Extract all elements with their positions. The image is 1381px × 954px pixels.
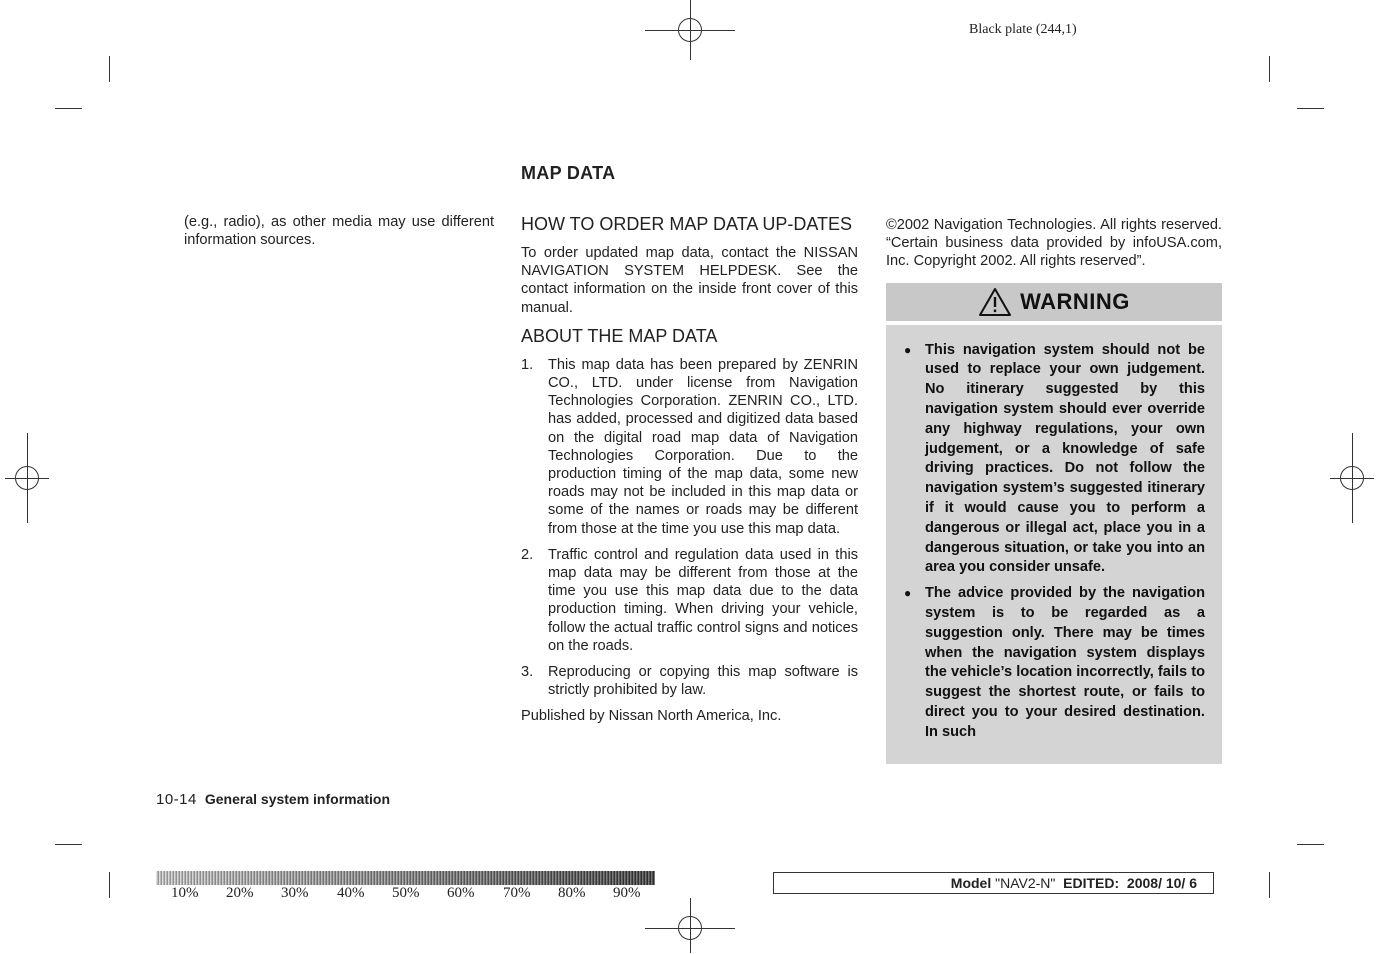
crop-mark (109, 56, 110, 82)
gradient-label: 80% (558, 885, 586, 901)
list-number: 3. (521, 664, 534, 681)
list-item (521, 663, 858, 699)
registration-mark-left (5, 433, 49, 523)
column-right (886, 216, 1222, 764)
warning-body (886, 325, 1222, 764)
list-text: Traffic control and regulation data used in this map data may be different from those at the time you use this map data due to the data production timing. When driving your vehicle, follow the actual traffic control signs and notices on the roads. (548, 546, 858, 654)
gradient-label: 50% (392, 885, 420, 901)
heading-about-map-data: ABOUT THE MAP DATA (521, 325, 718, 346)
gradient-label: 40% (337, 885, 365, 901)
warning-triangle-icon (978, 287, 1012, 317)
gradient-label: 90% (613, 885, 641, 901)
warning-list (903, 341, 1205, 743)
list-item (521, 546, 858, 655)
footer-section-title: General system information (204, 791, 391, 807)
gradient-label: 20% (226, 885, 254, 901)
registration-mark-top (645, 12, 735, 48)
warning-text: This navigation system should not be used to replace your own judgement. No itinerary suggested by this navigation system should ever override any highway regulations, your own judgement, or a knowledge of safe driving practices. Do not follow the navigation system’s suggested itinerary if it would cause you to perform a dangerous or illegal act, place you in a dangerous situation, or take you into an area you consider unsafe. (925, 341, 1205, 576)
numbered-list (521, 356, 858, 700)
gradient-label: 10% (171, 885, 199, 901)
column-left (184, 213, 494, 249)
gradient-label: 30% (281, 885, 309, 901)
crop-mark (55, 108, 82, 109)
list-number: 1. (521, 356, 534, 373)
registration-mark-right (1330, 433, 1374, 523)
page-footer (156, 791, 390, 808)
model-name: "NAV2-N" (995, 875, 1056, 891)
bullet-icon: ● (904, 342, 912, 357)
crop-mark (55, 844, 82, 845)
bullet-icon: ● (904, 586, 912, 601)
warning-item (903, 341, 1205, 579)
crop-mark (109, 872, 110, 898)
list-text: Reproducing or copying this map software is strictly prohibited by law. (548, 664, 858, 699)
warning-header (886, 283, 1222, 321)
column-middle (521, 214, 858, 726)
gradient-label: 70% (503, 885, 531, 901)
list-number: 2. (521, 546, 534, 563)
crop-mark (1297, 844, 1324, 845)
list-item (521, 356, 858, 538)
paragraph-order-info: To order updated map data, contact the NISSAN NAVIGATION SYSTEM HELPDESK. See the contact information on the inside front cover of this manual. (521, 245, 858, 316)
page-number: 10-14 (156, 791, 197, 808)
crop-mark (1297, 108, 1324, 109)
gradient-label: 60% (447, 885, 475, 901)
crop-mark (1269, 872, 1270, 898)
continued-text: (e.g., radio), as other media may use different information sources. (184, 214, 494, 249)
copyright-text: ©2002 Navigation Technologies. All rights reserved. “Certain business data provided by infoUSA.com, Inc. Copyright 2002. All rights reserved”. (886, 217, 1222, 270)
heading-order-map-data: HOW TO ORDER MAP DATA UP-DATES (521, 214, 853, 234)
plate-label: Black plate (244,1) (969, 22, 1077, 37)
warning-item (903, 584, 1205, 742)
model-edited-box (773, 872, 1214, 894)
list-text: This map data has been prepared by ZENRIN CO., LTD. under license from Navigation Technologies Corporation. ZENRIN CO., LTD. has added, processed and digitized data based on the digital road map data of Navigation Technologies Corporation. Due to the production timing of the map data, some new roads may not be included in this map data or some of the names or roads may be different from those at the time you use this map data. (548, 356, 858, 537)
warning-title: WARNING (1020, 288, 1130, 314)
edited-date: EDITED: 2008/ 10/ 6 (1055, 875, 1197, 891)
warning-text: The advice provided by the navigation system is to be regarded as a suggestion only. There may be times when the navigation system displays the vehicle’s location incorrectly, fails to suggest the shortest route, or fails to direct you to your desired destination. In such (925, 585, 1205, 740)
section-title: MAP DATA (521, 163, 616, 183)
publisher-line: Published by Nissan North America, Inc. (521, 708, 782, 725)
model-prefix: Model (950, 875, 996, 891)
registration-mark-bottom (645, 910, 735, 946)
crop-mark (1269, 56, 1270, 82)
gradient-scale-bar (156, 871, 655, 885)
